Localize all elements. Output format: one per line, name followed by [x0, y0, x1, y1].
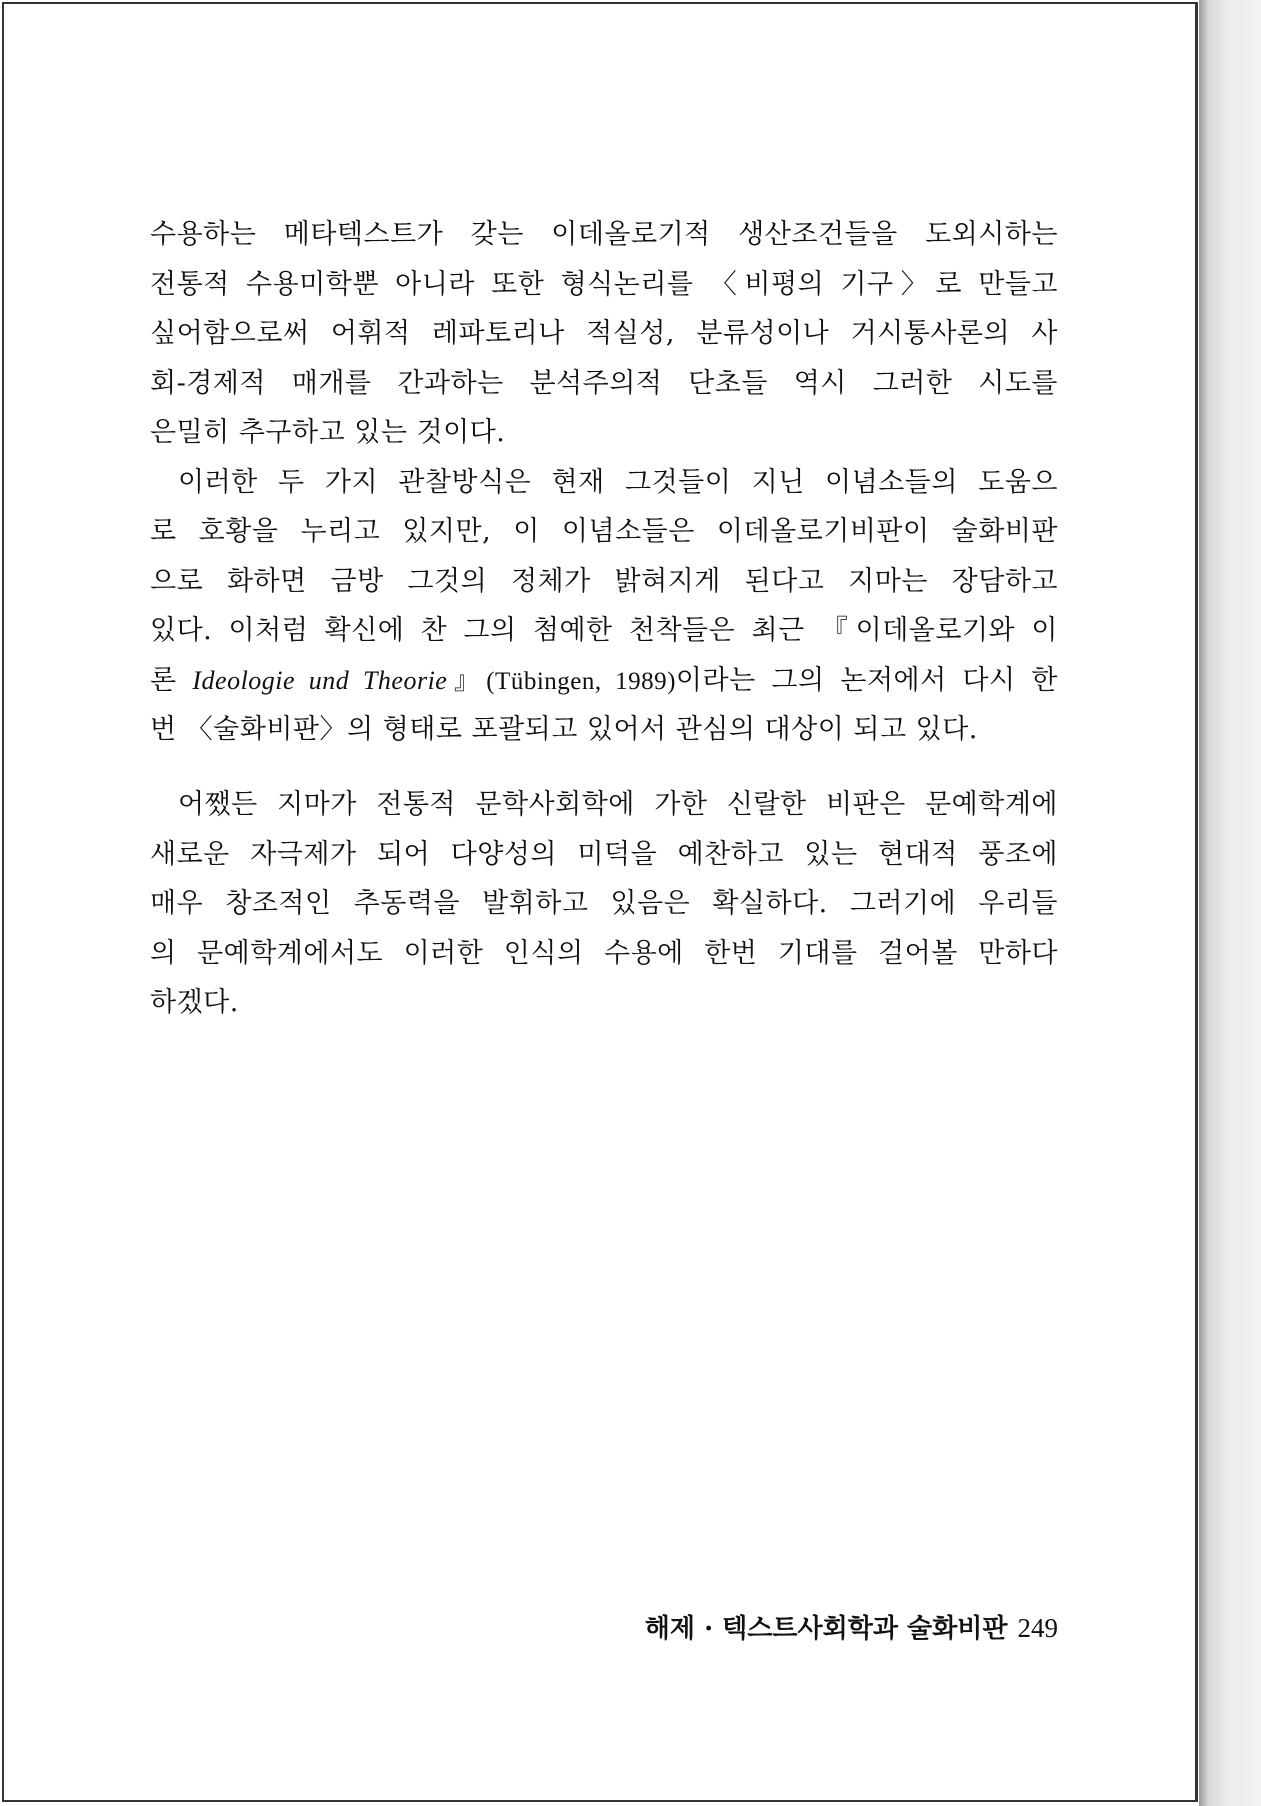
- text-line: 전통적 수용미학뿐 아니라 또한 형식논리를 〈비평의 기구〉로 만들고: [150, 268, 1058, 300]
- text-fragment: 이라는 그의 논저에서 다시 한: [675, 664, 1059, 696]
- text-line: 은밀히 추구하고 있는 것이다.: [150, 417, 506, 448]
- page-edge-shadow: [1199, 0, 1261, 1806]
- paragraph-1: [150, 210, 1058, 755]
- publication-info: 』(Tübingen, 1989): [447, 667, 676, 695]
- text-line: 새로운 자극제가 되어 다양성의 미덕을 예찬하고 있는 현대적 풍조에: [150, 838, 1058, 870]
- text-line-with-title: [150, 656, 1058, 706]
- text-line: 매우 창조적인 추동력을 발휘하고 있음은 확실하다. 그러기에 우리들: [150, 888, 1058, 919]
- text-line: 하겠다.: [150, 987, 239, 1018]
- text-line: 의 문예학계에서도 이러한 인식의 수용에 한번 기대를 걸어볼 만하다: [150, 937, 1058, 969]
- foreign-book-title: Ideologie und Theorie: [192, 665, 448, 695]
- text-line: 으로 화하면 금방 그것의 정체가 밝혀지게 된다고 지마는 장담하고: [150, 565, 1058, 597]
- text-line: 이러한 두 가지 관찰방식은 현재 그것들이 지닌 이념소들의 도움으: [178, 466, 1058, 498]
- page-footer: [620, 1608, 1058, 1645]
- text-line: 수용하는 메타텍스트가 갖는 이데올로기적 생산조건들을 도외시하는: [150, 219, 1058, 250]
- text-line: 있다. 이처럼 확신에 찬 그의 첨예한 천착들은 최근 『이데올로기와 이: [150, 615, 1058, 646]
- text-fragment: 론: [150, 664, 193, 696]
- running-title: 해제 · 텍스트사회학과 술화비판: [644, 1614, 1008, 1644]
- text-line: 번 〈술화비판〉의 형태로 포괄되고 있어서 관심의 대상이 되고 있다.: [150, 714, 978, 745]
- text-line: 로 호황을 누리고 있지만, 이 이념소들은 이데올로기비판이 술화비판: [150, 516, 1058, 547]
- paragraph-2: [150, 780, 1058, 1028]
- text-line: 어쨌든 지마가 전통적 문학사회학에 가한 신랄한 비판은 문예학계에: [178, 789, 1058, 820]
- text-line: 회-경제적 매개를 간과하는 분석주의적 단초들 역시 그러한 시도를: [150, 367, 1058, 399]
- text-line: 싶어함으로써 어휘적 레파토리나 적실성, 분류성이나 거시통사론의 사: [150, 318, 1058, 349]
- page-number: 249: [1017, 1613, 1058, 1643]
